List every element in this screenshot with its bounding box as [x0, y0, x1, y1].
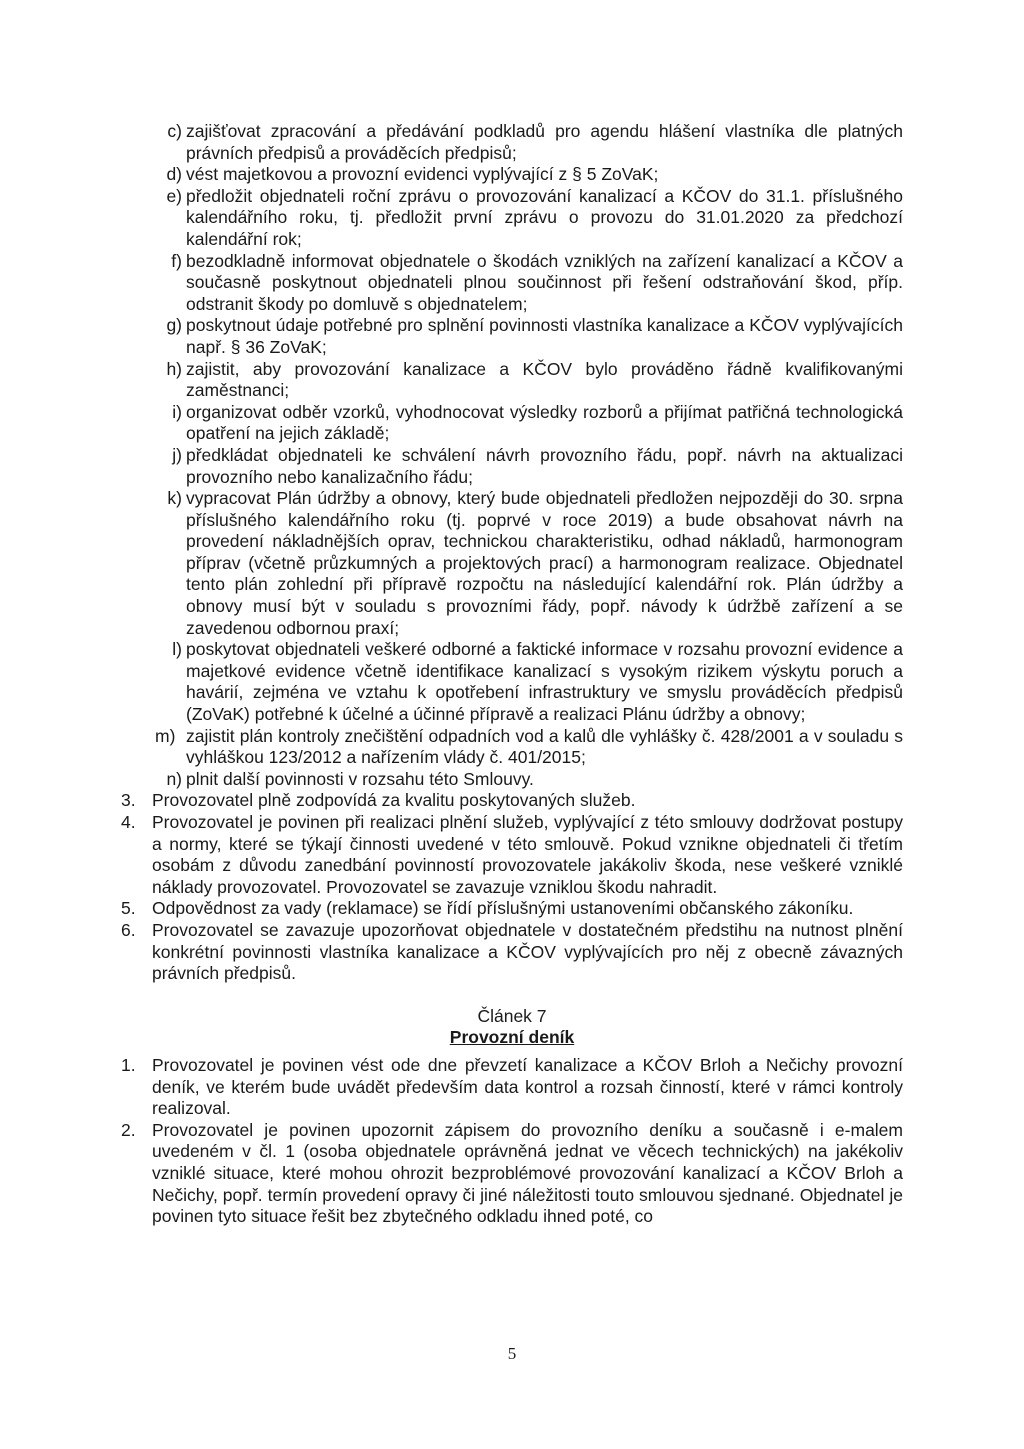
list-item	[121, 1055, 903, 1120]
list-item	[159, 445, 903, 488]
item-marker: f)	[171, 250, 182, 271]
item-marker: j)	[172, 444, 182, 465]
item-marker: k)	[167, 488, 182, 509]
item-number: 2.	[121, 1119, 136, 1140]
list-item	[159, 251, 903, 316]
subitem-list	[121, 121, 903, 790]
item-text: vypracovat Plán údržby a obnovy, který bude objednateli předložen nejpozději do 30. srpna příslušného kalendářního roku (tj. poprvé v roce 2019) a bude obsahovat návrh na provedení nákladnějších oprav, technickou charakteristiku, odhad nákladů, harmonogram příprav (včetně průzkumných a projektových prací) a harmonogram realizace. Objednatel tento plán zohlední při přípravě rozpočtu na následující kalendářní rok. Plán údržby a obnovy musí být v souladu s provozními řády, popř. návody k údržbě zařízení a se zavedenou odbornou praxí;	[186, 488, 903, 638]
item-marker: m)	[155, 725, 176, 746]
item-text: Provozovatel je povinen při realizaci plnění služeb, vyplývající z této smlouvy dodržovat postupy a normy, které se týkají činnosti uvedené v této smlouvě. Pokud vznikne objednateli či třetím osobám z důvodu zanedbání povinností provozovatele jakákoliv škoda, nese veškeré vzniklé náklady provozovatel. Provozovatel se zavazuje vzniklou škodu nahradit.	[152, 812, 903, 897]
list-item	[159, 164, 903, 186]
list-item	[159, 639, 903, 725]
list-item	[121, 812, 903, 898]
item-text: Provozovatel se zavazuje upozorňovat objednatele v dostatečném předstihu na nutnost plnění konkrétní povinnosti vlastníka kanalizace a KČOV vyplývajících pro něj z obecně závazných právních předpisů.	[152, 919, 903, 984]
item-text: předložit objednateli roční zprávu o provozování kanalizací a KČOV do 31.1. příslušného kalendářního roku, tj. předložit první zprávu o provozu do 31.01.2020 za předchozí kalendářní rok;	[186, 185, 903, 249]
list-item	[159, 359, 903, 402]
item-text: předkládat objednateli ke schválení návrh provozního řádu, popř. návrh na aktualizaci provozního nebo kanalizačního řádu;	[186, 444, 903, 487]
list-item	[121, 790, 903, 812]
list-item	[159, 186, 903, 251]
item-marker: d)	[166, 164, 182, 185]
page-content	[121, 121, 903, 1228]
item-marker: i)	[172, 401, 182, 422]
item-marker: e)	[166, 185, 182, 206]
article-title: Provozní deník	[449, 1027, 575, 1048]
article-heading	[121, 1006, 903, 1049]
numbered-list	[121, 790, 903, 984]
item-marker: c)	[167, 121, 182, 141]
list-item	[159, 315, 903, 358]
list-item	[159, 488, 903, 639]
item-text: Provozovatel je povinen upozornit zápisem do provozního deníku a současně i e-malem uvedeném v čl. 1 (osoba objednatele oprávněná jednat ve věcech technických) na jakékoliv vzniklé situace, které mohou ohrozit bezproblémové provozování kanalizací a KČOV Brloh a Nečichy, popř. termín provedení opravy či jiné náležitosti touto smlouvou sjednané. Objednatel je povinen tyto situace řešit bez zbytečného odkladu ihned poté, co	[152, 1119, 903, 1227]
item-marker: l)	[172, 639, 182, 660]
item-text: vést majetkovou a provozní evidenci vyplývající z § 5 ZoVaK;	[186, 164, 659, 185]
list-item	[155, 725, 903, 769]
item-text: poskytnout údaje potřebné pro splnění povinnosti vlastníka kanalizace a KČOV vyplývajících např. § 36 ZoVaK;	[186, 315, 903, 357]
item-text: poskytovat objednateli veškeré odborné a faktické informace v rozsahu provozní evidence a majetkové evidence včetně identifikace kanalizací s vysokým rizikem výskytu poruch a havárií, zejména ve vztahu k opotřebení infrastruktury ve smyslu prováděcích předpisů (ZoVaK) potřebné k účelné a účinné přípravě a realizaci Plánu údržby a obnovy;	[186, 639, 903, 725]
item-text: zajišťovat zpracování a předávání podkladů pro agendu hlášení vlastníka dle platných právních předpisů a prováděcích předpisů;	[186, 121, 903, 163]
list-item	[121, 1120, 903, 1228]
item-marker: g)	[166, 315, 182, 336]
list-item	[121, 920, 903, 985]
item-number: 3.	[121, 790, 136, 811]
article-number: Článek 7	[477, 1005, 547, 1026]
article-list	[121, 1055, 903, 1228]
list-item	[159, 402, 903, 445]
item-text: bezodkladně informovat objednatele o škodách vzniklých na zařízení kanalizací a KČOV a současně poskytnout objednateli plnou součinnost při řešení odstraňování škod, příp. odstranit škody po domluvě s objednatelem;	[186, 250, 903, 314]
list-item	[159, 121, 903, 164]
item-marker: h)	[166, 358, 182, 379]
item-text: organizovat odběr vzorků, vyhodnocovat výsledky rozborů a přijímat patřičná technologická opatření na jejich základě;	[186, 401, 903, 444]
item-text: Odpovědnost za vady (reklamace) se řídí příslušnými ustanoveními občanského zákoníku.	[152, 898, 854, 919]
page-number: 5	[507, 1344, 517, 1363]
item-text: Provozovatel je povinen vést ode dne převzetí kanalizace a KČOV Brloh a Nečichy provozní deník, ve kterém bude uvádět především data kontrol a rozsah činností, které v rámci kontroly realizoval.	[152, 1054, 903, 1119]
item-number: 6.	[121, 919, 136, 940]
item-number: 4.	[121, 812, 136, 832]
item-marker: n)	[166, 768, 182, 789]
item-text: Provozovatel plně zodpovídá za kvalitu poskytovaných služeb.	[152, 790, 636, 811]
list-item	[159, 769, 903, 791]
item-text: plnit další povinnosti v rozsahu této Smlouvy.	[186, 768, 534, 789]
item-text: zajistit plán kontroly znečištění odpadních vod a kalů dle vyhlášky č. 428/2001 a v souladu s vyhláškou 123/2012 a nařízením vlády č. 401/2015;	[186, 725, 903, 768]
list-item	[121, 898, 903, 920]
item-text: zajistit, aby provozování kanalizace a KČOV bylo prováděno řádně kvalifikovanými zaměstnanci;	[186, 358, 903, 401]
item-number: 1.	[121, 1054, 136, 1075]
item-number: 5.	[121, 898, 136, 919]
